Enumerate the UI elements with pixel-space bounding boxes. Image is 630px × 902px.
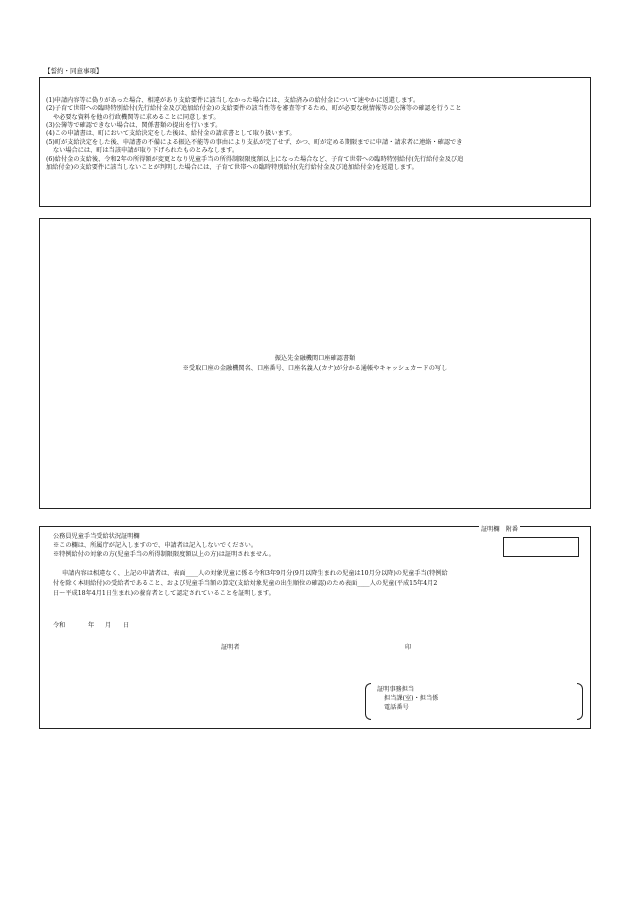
pledge-item: (6)給付金の支給後、令和2年の所得額が変更となり児童手当の所得制限限度額以上になった場合など、子育て世帯への臨時特別給付(先行給付金及び追 [46,155,464,163]
stamp-field[interactable] [503,537,579,557]
certification-note: ※特例給付の対象の方(児童手当の所得制限限度額以上の方)は証明されません。 [53,551,275,558]
date-day: 日 [123,622,130,629]
pledge-item: ない場合には、町は当該申請が取り下げられたものとみなします。 [53,147,239,155]
certification-body-line: 申請内容は相違なく、上記の申請者は、表面____人の対象児童に係る令和3年9月分(9月以降生まれの児童は10月分以降)の児童手当(特例給 [62,570,448,577]
pledge-item: 加給付金)の支給要件に該当しないことが判明した場合には、子育て世帯への臨時特別給付(先行給付金及び追加給付金)を返還します。 [46,163,418,171]
pledge-item: や必要な資料を他の行政機関等に求めることに同意します。 [53,113,220,121]
contact-title: 証明事務担当 [377,686,415,693]
attachment-title: 振込先金融機関口座確認書類 [274,355,356,362]
contact-dept: 担当課(室)・担当係 [384,695,439,702]
date-era: 令和 [53,622,66,629]
attachment-note: ※受取口座の金融機関名、口座番号、口座名義人(カナ)が分かる通帳やキャッシュカードの写し [182,365,448,372]
pledge-box [39,77,591,207]
certification-note: ※この欄は、所属庁が記入しますので、申請者は記入しないでください。 [53,542,258,549]
certifier-label: 証明者 [221,644,240,651]
bracket-left [365,683,371,720]
certification-body-line: 付を除く本則給付)の受給者であること、および児童手当額の算定(支給対象児童の出生順位の確認)のため表面____人の児童(平成15年4月2 [53,580,438,587]
pledge-item: (1)申請内容等に偽りがあった場合、相違があり支給要件に該当しなかった場合には、支給済みの給付金について速やかに返還します。 [46,97,420,104]
date-year: 年 [88,622,95,629]
certification-body-line: 日～平成18年4月1日生まれ)の養育者として認定されていることを証明します。 [53,590,275,597]
pledge-item: (5)町が支給決定をした後、申請書の不備による振込不能等の事由により支払が完了せず、かつ、町が定める期限までに申請・請求者に連絡・確認でき [46,138,463,146]
pledge-item: (2)子育て世帯への臨時特別給付(先行給付金及び追加給付金)の支給要件の該当性等を審査等するため、町が必要な税情報等の公簿等の確認を行うこと [46,105,462,113]
date-month: 月 [105,622,112,629]
seal-label: 印 [405,644,412,651]
pledge-item: (3)公簿等で確認できない場合は、関係書類の提出を行います。 [46,122,222,130]
contact-bracket [365,683,583,720]
pledge-heading: 【誓約・同意事項】 [44,67,103,75]
contact-phone: 電話番号 [384,704,409,711]
bracket-right [577,683,583,720]
stamp-label: 証明欄 附番 [481,526,519,533]
certification-title: 公務員児童手当受給状況証明欄 [53,533,140,540]
pledge-item: (4)この申請書は、町において支給決定をした後は、給付金の請求書として取り扱います。 [46,130,296,138]
attachment-area [39,218,591,509]
